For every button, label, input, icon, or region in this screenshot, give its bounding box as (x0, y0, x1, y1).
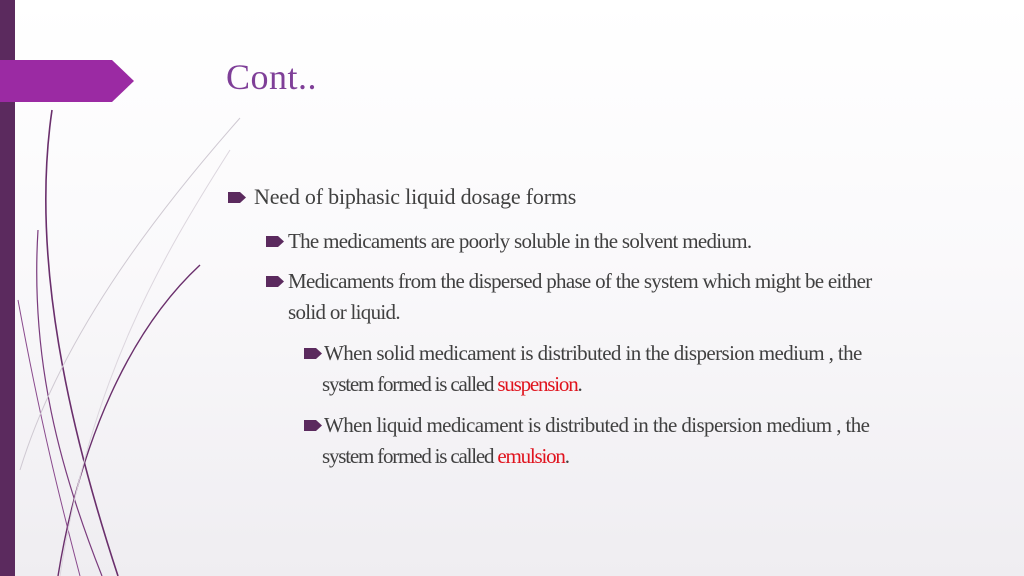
arrow-right-icon (266, 276, 284, 287)
arrow-right-icon (304, 348, 322, 359)
bullet-text (304, 410, 964, 441)
bullet-level-3 (304, 410, 964, 472)
bullet-text (304, 338, 964, 369)
bullet-level-1 (228, 184, 988, 210)
bullet-text (266, 266, 966, 297)
bullet-line-1: When liquid medicament is distributed in the dispersion medium , the (324, 413, 870, 437)
bullet-line-2 (304, 369, 964, 400)
bullet-line-2 (304, 441, 964, 472)
bullet-text: Need of biphasic liquid dosage forms (254, 184, 577, 209)
bullet-level-2 (266, 266, 966, 328)
bullet-line-1: Medicaments from the dispersed phase of the system which might be either (288, 269, 872, 293)
highlight-term: suspension (497, 372, 578, 396)
slide-title: Cont.. (226, 57, 318, 97)
arrow-right-icon (228, 192, 246, 203)
arrow-right-icon (266, 236, 284, 247)
bullet-line-1: When solid medicament is distributed in the dispersion medium , the (324, 341, 862, 365)
bullet-line-2: solid or liquid. (288, 300, 400, 324)
arrow-right-icon (304, 420, 322, 431)
bullet-line-2-text: system formed is called (322, 372, 498, 396)
bullet-level-2 (266, 226, 966, 257)
highlight-term: emulsion (497, 444, 565, 468)
bullet-end: . (564, 444, 569, 468)
bullet-text: The medicaments are poorly soluble in the solvent medium. (288, 229, 752, 253)
bullet-line-2-text: system formed is called (322, 444, 498, 468)
bullet-end: . (577, 372, 582, 396)
bullet-level-3 (304, 338, 964, 400)
